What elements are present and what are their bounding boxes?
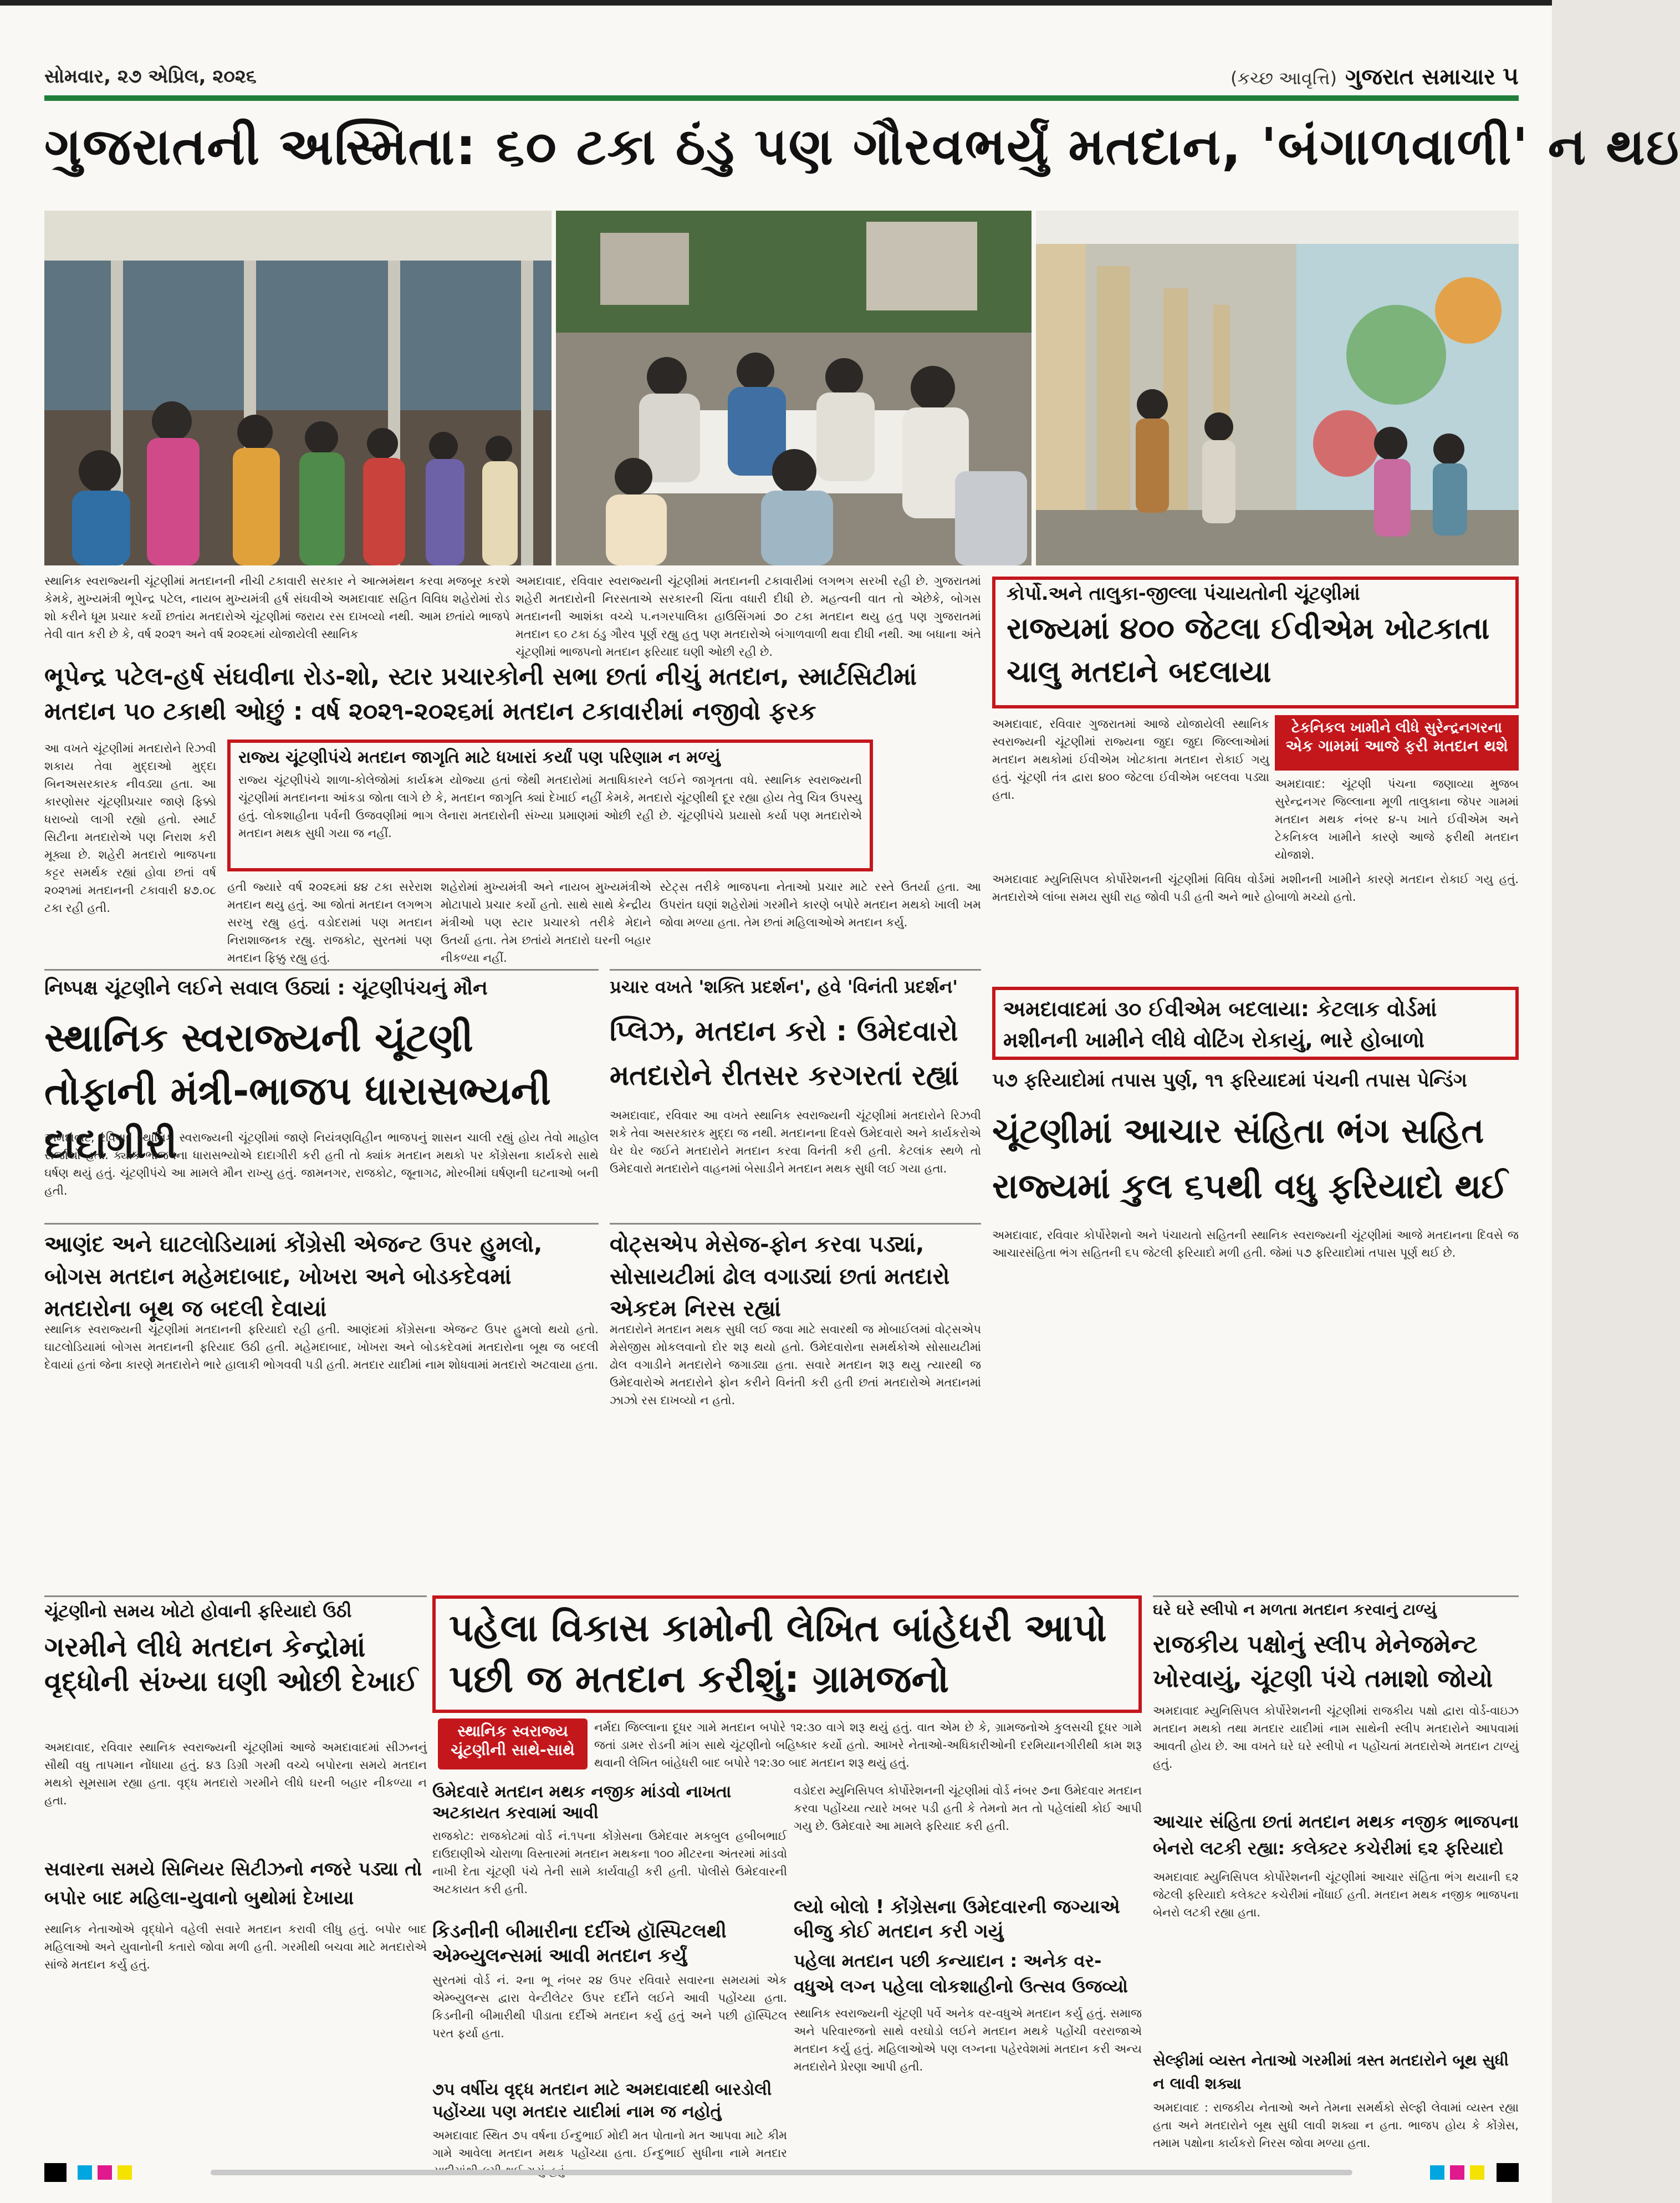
prachar-text: અમદાવાદ, રવિવાર આ વખતે સ્થાનિક સ્વરાજ્યની ચૂંટણીમાં મતદારોને રિઝવી શકે તેવા અસરકારક મુદ્દા જ નથી. મતદાનના દિવસે ઉમેદવારો અને કાર્યકરોએ ઘેર ઘેર જઈને મતદારોને મતદાન કરવા વિનંતી કરી હતી. કેટલાંક સ્થળે તો ઉમેદવારો મતદારોને વાહનમાં બેસાડીને મતદાન મથક સુધી લઈ ગયા હતા. [610, 1109, 981, 1175]
voters-line-text: અમદાવાદ : રાજકીય નેતાઓ અને તેમના સમર્થકો સેલ્ફી લેવામાં વ્યસ્ત રહ્યા હતા અને મતદારોને બૂથ સુધી લાવી શક્યા ન હતા. ભાજપ હોય કે કોંગ્રેસ, તમામ પક્ષોના કાર્યકરો નિરસ જોવા મળ્યા હતા. [1153, 2101, 1519, 2150]
page-number: ૫ [1503, 62, 1519, 90]
complaints-headline: ચૂંટણીમાં આચાર સંહિતા ભંગ સહિત રાજ્યમાં કુલ ૬૫થી વધુ ફરિયાદો થઈ [992, 1110, 1508, 1206]
old-voter-headline: ૭૫ વર્ષીય વૃદ્ધ મતદાન માટે અમદાવાદથી બારડોલી પહોંચ્યા પણ મતદાર યાદીમાં નામ જ નહોતું [432, 2080, 772, 2122]
slip-kicker: ઘરે ઘરે સ્લીપો ન મળતા મતદાન કરવાનું ટાળ્યું [1153, 1600, 1437, 1619]
evm-continued-text: અમદાવાદ મ્યુનિસિપલ કોર્પોરેશનની ચૂંટણીમાં વિવિધ વોર્ડમાં મશીનની ખામીને કારણે મતદાન રોકાઈ ગયુ હતું. મતદારોએ લાંબા સમય સુધી રાહ જોવી પડી હતી અને ભારે હોબાળો મચ્યો હતો. [992, 873, 1519, 904]
footer-color-bar [44, 2163, 1519, 2182]
voter-slip-desk-illustration [556, 211, 1032, 565]
anand-text: સ્થાનિક સ્વરાજ્યની ચૂંટણીમાં મતદાનની ફરિયાદો રહી હતી. આણંદમાં કોંગ્રેસના એજન્ટ ઉપર હુમલો થયો હતો. ઘાટલોડિયામાં બોગસ મતદાનની ફરિયાદ ઉઠી હતી. મહેમદાબાદ, ખોખરા અને બોડકદેવમાં મતદારોના બૂથ જ બદલી દેવાયાં હતાં જેના કારણે મતદારોને ભારે હાલાકી ભોગવવી પડી હતી. મતદાર યાદીમાં નામ શોધવામાં મતદારો અટવાયા હતા. [44, 1323, 599, 1371]
voters-line-headline: સેલ્ફીમાં વ્યસ્ત નેતાઓ ગરમીમાં ત્રસ્ત મતદારોને બૂથ સુધી ન લાવી શક્યા [1153, 2051, 1509, 2093]
evm-headline: રાજ્યમાં ૪૦૦ જેટલા ઈવીએમ ખોટકાતા ચાલુ મતદાને બદલાયા [1007, 611, 1490, 690]
evm-text: અમદાવાદ, રવિવાર ગુજરાતમાં આજે યોજાયેલી સ્થાનિક સ્વરાજ્યની ચૂંટણીમાં રાજ્યના જુદા જુદા જિલ્લાઓમાં મતદાન મથકોમાં ઈવીએમ ખોટકાતા મતદાન રોકાઈ ગયુ હતું. ચૂંટણી તંત્ર દ્વારા ૪૦૦ જેટલા ઈવીએમ બદલવા પડ્યા હતા. [992, 717, 1269, 802]
voters-queue-illustration [44, 211, 552, 565]
paper-name: ગુજરાત સમાચાર [1345, 64, 1495, 90]
heat-text: અમદાવાદ, રવિવાર સ્થાનિક સ્વરાજ્યની ચૂંટણીમાં આજે અમદાવાદમાં સીઝનનું સૌથી વધુ તાપમાન નોંધાયા હતું. ૪૩ ડિગ્રી ગરમી વચ્ચે બપોરના સમયે મતદાન મથકો સૂમસામ રહ્યા હતા. વૃદ્ધ મતદારો ગરમીને લીધે ઘરની બહાર નીકળ્યા ન હતા. [44, 1741, 427, 1807]
complaints-kicker: ૫૭ ફરિયાદોમાં તપાસ પુર્ણ, ૧૧ ફરિયાદમાં પંચની તપાસ પેન્ડિંગ [992, 1069, 1467, 1092]
lead-paragraph-2: અમદાવાદ, રવિવાર સ્વરાજ્યની ચૂંટણીમાં મતદાનની ટકાવારીમાં લગભગ સરખી રહી છે. ગુજરાતમાં શહેરી મતદારોની નિરસતાએ સરકારની ચિંતા વધારી દીધી છે. મહત્વની વાત તો એછેકે, બોગસ મતદાનની આશંકા વચ્ચે ૫.નગરપાલિકા હાઉસિંગમાં ૭૦ ટકા મતદાન થયુ હતુ પણ ગુજરાતમાં મતદાન ૬૦ ટકા ઠંડુ ગૌરવ પૂર્ણ રહ્યુ હતુ પણ મતદારોએ બંગાળવાળી થવા દીધી નથી. આ બધાના અંતે ચૂંટણીમાં ભાજપનો મતદાન ફરિયાદ ઘણી ઓછી રહી છે. [515, 574, 981, 659]
slip-headline: રાજકીય પક્ષોનું સ્લીપ મેનેજમેન્ટ ખોરવાયું, ચૂંટણી પંચે તમાશો જોયો [1153, 1630, 1493, 1693]
evm-ahmedabad-box [992, 987, 1519, 1060]
hospital-headline: કિડનીની બીમારીના દર્દીએ હૉસ્પિટલથી એમ્બ્યુલન્સમાં આવી મતદાન કર્યું [432, 1920, 727, 1967]
rule-slip [1153, 1595, 1519, 1597]
candidate-text: રાજકોટ: રાજકોટમાં વોર્ડ નં.૧૫ના કોંગ્રેસના ઉમેદવાર મકબુલ હબીબભાઈ દાઉદાણીએ ચોરાળા વિસ્તારમાં મતદાન મથકના ૧૦૦ મીટરના અંતરમાં માંડવો નાખી દેતા ચૂંટણી પંચે તેની સામે કાર્યવાહી કરી હતી. પોલીસે ઉમેદવારની અટકાયત કરી હતી. [432, 1829, 787, 1896]
awareness-box [227, 740, 873, 871]
vikas-tag-line-1: સ્થાનિક સ્વરાજ્ય [457, 1722, 568, 1740]
vikas-tag-line-2: ચૂંટણીની સાથે-સાથે [451, 1741, 575, 1759]
evm-alert-text: અમદાવાદ: ચૂંટણી પંચના જણાવ્યા મુજબ સુરેન્દ્રનગર જિલ્લાના મૂળી તાલુકાના જેપર ગામમાં મતદાન મથક નંબર ૪-૫ ખાતે ઈવીએમ અને ટેકનિકલ ખામીને કારણે આજે ફરીથી મતદાન યોજાશે. [1275, 777, 1519, 861]
evm-alert-banner [1275, 715, 1519, 771]
marriage-text: સ્થાનિક સ્વરાજ્યની ચૂંટણી પર્વે અનેક વર-વધુએ મતદાન કર્યુ હતું. સમાજ અને પરિવારજનો સાથે વરઘોડો લઈને મતદાન મથકે પહોંચી વરરાજાએ મતદાન કર્યુ હતું. મહિલાઓએ પણ લગ્નના પહેરવેશમાં મતદાન કરી અન્ય મતદારોને પ્રેરણા આપી હતી. [794, 2007, 1142, 2073]
banner-text: અમદાવાદ મ્યુનિસિપલ કોર્પોરેશનની ચૂંટણીમાં આચાર સંહિતા ભંગ થયાની ૬૨ જેટલી ફરિયાદો કલેક્ટર કચેરીમાં નોંધાઈ હતી. મતદાન મથક નજીક ભાજપના બેનરો લટકી રહ્યા હતા. [1153, 1870, 1519, 1919]
registration-mark-right [1497, 2163, 1519, 2182]
headline-bhupendra-line1: ભૂપેન્દ્ર પટેલ-હર્ષ સંઘવીના રોડ-શો, સ્ટાર પ્રચારકોની સભા છતાં નીચું મતદાન, સ્માર્ટસિટીમાં [44, 662, 917, 691]
evm-kicker: કોર્પો.અને તાલુકા-જીલ્લા પંચાયતોની ચૂંટણીમાં [1007, 583, 1360, 605]
watsapp-text: મતદારોને મતદાન મથક સુધી લઈ જવા માટે સવારથી જ મોબાઈલમાં વોટ્સએપ મેસેજીસ મોકલવાનો દોર શરૂ થયો હતો. ઉમેદવારોના સમર્થકોએ સોસાયટીમાં ઢોલ વગાડીને મતદારોને જગાડ્યા હતા. સવારે મતદાન શરૂ થયુ ત્યારથી જ ઉમેદવારોએ મતદારોને ફોન કરીને વિનંતી કરી હતી છતાં મતદારોએ મતદાનમાં ઝાઝો રસ દાખવ્યો ન હતો. [610, 1323, 981, 1407]
photo-polling-corridor [1036, 211, 1519, 565]
complaints-text: અમદાવાદ, રવિવાર કોર્પોરેશનો અને પંચાયતો સહિતની સ્થાનિક સ્વરાજ્યની ચૂંટણીમાં આજે મતદાનના દિવસે જ આચારસંહિતા ભંગ સહિતની ૬૫ જેટલી ફરિયાદો મળી હતી. જેમાં ૫૭ ફરિયાદોમાં તપાસ પૂર્ણ થઈ છે. [992, 1228, 1519, 1259]
evm-box [992, 577, 1519, 708]
vikas-tag [438, 1718, 588, 1769]
swatch-cyan [78, 2165, 92, 2180]
lower-lead-col-1: આ વખતે ચૂંટણીમાં મતદારોને રિઝવી શકાય તેવા મુદ્દાઓ મુદ્દા બિનઅસરકારક નીવડ્યા હતા. આ કારણોસર ચૂંટણીપ્રચાર જાણે ફિક્કો ધરાબ્યો લાગી રહ્યો હતો. સ્માર્ટ સિટીના મતદારોએ પણ નિરાશ કરી મૂક્યા છે. શહેરી મતદારો ભાજપના કટ્ટર સમર્થક રહ્યાં હોવા છતાં વર્ષ ૨૦૨૧માં મતદાનની ટકાવારી ૪૭.૦૮ ટકા રહી હતી. [44, 742, 216, 915]
footer-grey-bar [211, 2170, 1352, 2175]
heat-headline: ગરમીને લીધે મતદાન કેન્દ્રોમાં વૃદ્ધોની સંખ્યા ઘણી ઓછી દેખાઈ [44, 1631, 418, 1697]
slip-text: અમદાવાદ મ્યુનિસિપલ કોર્પોરેશનની ચૂંટણીમાં રાજકીય પક્ષો દ્વારા વોર્ડ-વાઇઝ મતદાન મથકો તથા મતદાર યાદીમાં નામ સાથેની સ્લીપ મતદારોને આપવામાં આવતી હોય છે. આ વખતે ઘરે ઘરે સ્લીપો ન પહોંચતાં મતદારોએ મતદાન ટાળ્યું હતું. [1153, 1704, 1519, 1771]
lower-lead-col-3: શહેરોમાં મુખ્યમંત્રી અને નાયબ મુખ્યમંત્રીએ મોટાપાયે પ્રચાર કર્યો હતો. સાથે સાથે કેન્દ્રીય મંત્રીઓ પણ સ્ટાર પ્રચારકો તરીકે મેદાને ઉતર્યા હતા. તેમ છતાંયે મતદારો ઘરની બહાર નીકળ્યા નહીં. [441, 880, 651, 965]
header-masthead [1208, 62, 1519, 91]
swatch-yellow [118, 2165, 132, 2180]
awareness-box-text: રાજ્ય ચૂંટણીપંચે શાળા-કોલેજોમાં કાર્યક્રમ યોજ્યા હતાં જેથી મતદારોમાં મતાધિકારને લઈને જાગૃતતા વધે. સ્થાનિક સ્વરાજ્યની ચૂંટણીમાં મતદાનના આંકડા જોતા લાગે છે કે, મતદાન જાગૃતિ ક્યાં દેખાઈ નહીં કેમકે, મતદારો ચૂંટણીથી દૂર રહ્યા હોય તેવુ ચિત્ર ઉપસ્યુ હતું. લોકશાહીના પર્વની ઉજવણીમાં ભાગ લેનારા મતદારોની સંખ્યા પ્રમાણમાં ઓછી રહી છે. ચૂંટણીપંચે પ્રયાસો કર્યા પણ મતદારોએ મતદાન મથક સુધી ગયા જ નહીં. [238, 773, 862, 840]
congress-intro-text: વડોદરા મ્યુનિસિપલ કોર્પોરેશનની ચૂંટણીમાં વોર્ડ નંબર ૭ના ઉમેદવાર મતદાન કરવા પહોંચ્યા ત્યારે ખબર પડી હતી કે તેમનો મત તો પહેલાંથી કોઈ આપી ગયુ છે. ઉમેદવારે આ મામલે ફરિયાદ કરી હતી. [794, 1784, 1142, 1833]
evm-ahmedabad-headline: અમદાવાદમાં ૩૦ ઈવીએમ બદલાયા: કેટલાક વોર્ડમાં મશીનની ખામીને લીધે વોટિંગ રોકાયું, ભારે હોબાળો [1003, 997, 1437, 1052]
header-date: સોમવાર, ૨૭ એપ્રિલ, ૨૦૨૬ [44, 65, 257, 88]
swatch-magenta-right [1450, 2165, 1464, 2180]
prachar-kicker: પ્રચાર વખતે 'શક્તિ પ્રદર્શન', હવે 'વિનંતી પ્રદર્શન' [610, 976, 958, 997]
lead-paragraph-1: સ્થાનિક સ્વરાજ્યની ચૂંટણીમાં મતદાનની નીચી ટકાવારી સરકાર ને આત્મમંથન કરવા મજબૂર કરશે કેમકે, મુખ્યમંત્રી ભૂપેન્દ્ર પટેલ, નાયબ મુખ્યમંત્રી હર્ષ સંઘવીએ અમદાવાદ સહિત વિવિધ શહેરોમાં રોડ શો કરીને ધૂમ પ્રચાર કર્યો છતાંય મતદારોએ ચૂંટણીમાં જરાય રસ દાખવ્યો નથી. આમ છતાંયે ભાજપે તેવી વાત કરી છે કે, વર્ષ ૨૦૨૧ અને વર્ષ ૨૦૨૬માં યોજાયેલી સ્થાનિક [44, 574, 510, 641]
heat-kicker: ચૂંટણીનો સમય ખોટો હોવાની ફરિયાદો ઉઠી [44, 1600, 352, 1621]
heat-subhead: સવારના સમયે સિનિયર સિટીઝનો નજરે પડ્યા તો બપોર બાદ મહિલા-યુવાનો બુથોમાં દેખાયા [44, 1858, 422, 1909]
lower-lead-col-2: હતી જ્યારે વર્ષ ૨૦૨૬માં ૪૪ ટકા સરેરાશ મતદાન થયુ હતું. આ જોતાં મતદાન લગભગ સરખુ રહ્યુ હતું. વડોદરામાં પણ મતદાન નિરાશાજનક રહ્યુ. રાજકોટ, સુરતમાં પણ મતદાન ફિક્કુ રહ્યુ હતું. [227, 880, 432, 965]
lower-lead-col-4: સ્ટેટ્સ તરીકે ભાજપના નેતાઓ પ્રચાર માટે રસ્તે ઉતર્યા હતા. આ ઉપરાંત ઘણાં શહેરોમાં ગરમીને કારણે બપોરે મતદાન મથકો ખાલી ખમ જોવા મળ્યા હતા. તેમ છતાં મહિલાઓએ મતદાન કર્યુ. [660, 880, 981, 929]
rule-watsapp [610, 1223, 981, 1225]
rule-prachar [610, 969, 981, 971]
rule-heat [44, 1595, 427, 1597]
marriage-headline: પહેલા મતદાન પછી કન્યાદાન : અનેક વર-વધુએ લગ્ન પહેલા લોકશાહીનો ઉત્સવ ઉજવ્યો [794, 1950, 1128, 1997]
registration-mark-left [44, 2163, 67, 2182]
photo-voters-queue [44, 211, 552, 565]
evm-alert-line-2: એક ગામમાં આજે ફરી મતદાન થશે [1285, 737, 1508, 755]
banner-headline: આચાર સંહિતા છતાં મતદાન મથક નજીક ભાજપના બેનરો લટકી રહ્યા: કલેક્ટર કચેરીમાં ૬૨ ફરિયાદો [1153, 1811, 1519, 1859]
candidate-headline: ઉમેદવારે મતદાન મથક નજીક માંડવો નાખતા અટકાયત કરવામાં આવી [432, 1782, 732, 1823]
header-green-rule [44, 95, 1519, 101]
vikas-headline: પહેલા વિકાસ કામોની લેખિત બાંહેધરી આપો પછી જ મતદાન કરીશું: ગ્રામજનો [449, 1607, 1107, 1701]
nishpaksh-text: અમદાવાદ, રવિવાર સ્થાનિક સ્વરાજ્યની ચૂંટણીમાં જાણે નિયંત્રણવિહીન ભાજપનું શાસન ચાલી રહ્યું હોય તેવો માહોલ સર્જાયો હતો. ક્યાંક ભાજપના ધારાસભ્યોએ દાદાગીરી કરી હતી તો ક્યાંક મતદાન મથકો પર કોંગ્રેસના કાર્યકરો સાથે ઘર્ષણ થયું હતું. ચૂંટણીપંચે આ મામલે મૌન રાખ્યુ હતું. જામનગર, રાજકોટ, જૂનાગઢ, મોરબીમાં ઘર્ષણની ઘટનાઓ બની હતી. [44, 1131, 599, 1197]
swatch-yellow-right [1470, 2165, 1484, 2180]
headline-bhupendra-line2: મતદાન ૫૦ ટકાથી ઓછું : વર્ષ ૨૦૨૧-૨૦૨૬માં મતદાન ટકાવારીમાં નજીવો ફરક [44, 697, 816, 726]
nishpaksh-kicker: નિષ્પક્ષ ચૂંટણીને લઈને સવાલ ઉઠ્યાં : ચૂંટણીપંચનું મૌન [44, 977, 488, 999]
anand-headline: આણંદ અને ઘાટલોડિયામાં કોંગ્રેસી એજન્ટ ઉપર હુમલો, બોગસ મતદાન મહેમદાબાદ, ખોખરા અને બોડકદેવમાં મતદારોના બૂથ જ બદલી દેવાયાં [44, 1232, 543, 1322]
rule-anand [44, 1223, 599, 1225]
headline-bhupendra [44, 663, 981, 734]
main-headline: ગુજરાતની અસ્મિતા: ૬૦ ટકા ઠંડુ પણ ગૌરવભર્યું મતદાન, 'બંગાળવાળી' ન થઇ [44, 117, 1680, 176]
awareness-box-title: રાજ્ય ચૂંટણીપંચે મતદાન જાગૃતિ માટે ધખારાં કર્યાં પણ પરિણામ ન મળ્યું [238, 748, 721, 767]
swatch-magenta [98, 2165, 112, 2180]
vikas-box [432, 1595, 1142, 1713]
vikas-intro: નર્મદા જિલ્લાના દૂધર ગામે મતદાન બપોરે ૧૨:૩૦ વાગે શરૂ થયું હતું. વાત એમ છે કે, ગ્રામજનોએ કુલસચી દૂધર ગામે જતાં ડામર રોડની માંગ સાથે ચૂંટણીનો બહિષ્કાર કર્યો હતો. આખરે નેતાઓ-અધિકારીઓની દરમિયાનગીરીથી કામ શરૂ થવાની લેખિત બાંહેધરી બાદ બપોરે ૧૨:૩૦ બાદ મતદાન શરૂ થયું હતું. [594, 1721, 1142, 1769]
old-voter-text: અમદાવાદ સ્થિત ૭૫ વર્ષના ઈન્દુભાઈ મોદી મત પોતાનો મત આપવા માટે કીમ ગામે આવેલા મતદાન મથક પહોંચ્યા હતા. ઈન્દુભાઈ સુધીના નામે મતદાર [432, 2129, 787, 2160]
prachar-headline: પ્લિઝ, મતદાન કરો : ઉમેદવારો મતદારોને રીતસર કરગરતાં રહ્યાં [610, 1015, 959, 1092]
watsapp-headline: વોટ્સએપ મેસેજ-ફોન કરવા પડ્યાં, સોસાયટીમાં ઢોલ વગાડ્યાં છતાં મતદારો એકદમ નિરસ રહ્યાં [610, 1232, 950, 1322]
polling-corridor-illustration [1036, 211, 1519, 565]
heat-text-2: સ્થાનિક નેતાઓએ વૃદ્ધોને વહેલી સવારે મતદાન કરાવી લીધુ હતું. બપોર બાદ મહિલાઓ અને યુવાનોની કતારો જોવા મળી હતી. ગરમીથી બચવા માટે મતદારોએ સાંજે મતદાન કર્યુ હતું. [44, 1922, 427, 1971]
hospital-text: સુરતમાં વોર્ડ નં. ૨ના ભૂ નંબર ૨૪ ઉપર રવિવારે સવારના સમયમાં એક એમ્બ્યુલન્સ દ્વારા વેન્ટીલેટર ઉપર દર્દીને લઈને આવી પહોંચ્યા હતા. કિડનીની બીમારીથી પીડાતા દર્દીએ મતદાન કર્યુ હતું અને પછી હૉસ્પિટલ પરત ફર્યા હતા. [432, 1973, 787, 2040]
rule-nishpaksh [44, 969, 599, 971]
nishpaksh-headline: સ્થાનિક સ્વરાજ્યની ચૂંટણી તોફાની મંત્રી-ભાજપ ધારાસભ્યની દાદાગીરી [44, 1015, 551, 1167]
swatch-cyan-right [1430, 2165, 1444, 2180]
evm-alert-line-1: ટેકનિકલ ખામીને લીધે સુરેન્દ્રનગરના [1291, 720, 1502, 736]
page-top-rule [0, 0, 1552, 6]
photo-voter-slip-desk [556, 211, 1032, 565]
edition-label: (કચ્છ આવૃત્તિ) [1230, 68, 1337, 89]
congress-headline: લ્યો બોલો ! કોંગ્રેસના ઉમેદવારની જગ્યાએ બીજુ કોઈ મતદાન કરી ગયું [794, 1896, 1120, 1942]
